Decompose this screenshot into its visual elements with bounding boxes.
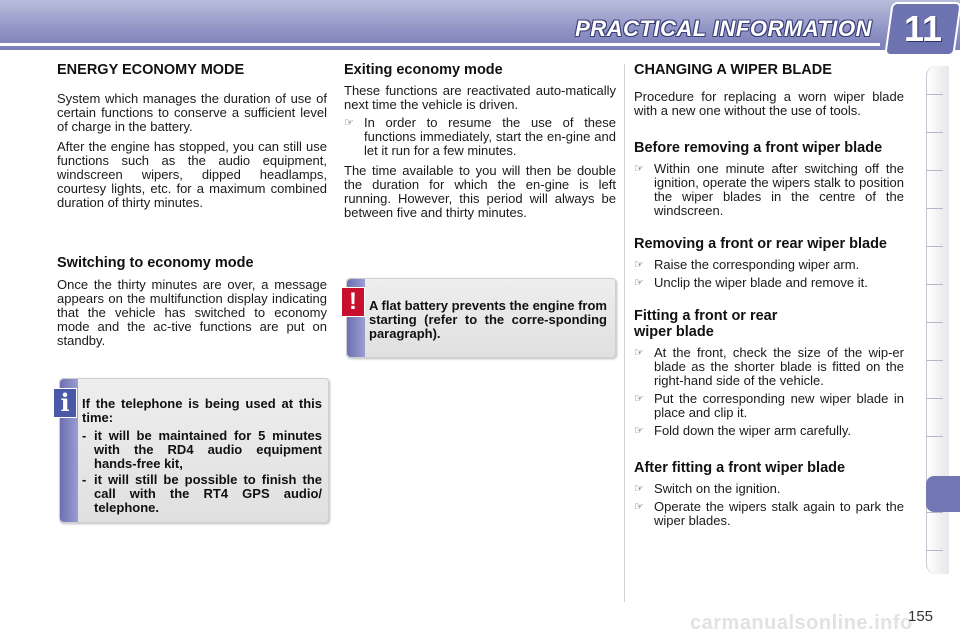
section-heading: Switching to economy mode (57, 255, 254, 271)
chapter-badge (884, 2, 960, 56)
exiting-economy-column (344, 60, 616, 220)
dash-item (82, 429, 322, 471)
pointing-hand-icon: ☞ (344, 117, 354, 129)
warning-note-text: A flat battery prevents the engine from starting (refer to the corre-sponding paragraph). (369, 298, 607, 341)
section-heading: After fitting a front wiper blade (634, 460, 846, 476)
pointing-hand-icon: ☞ (634, 163, 644, 175)
bullet-text: In order to resume the use of these functions immediately, start the en-gine and let it run for a few minutes. (364, 115, 616, 158)
paragraph: System which manages the duration of use of certain functions to conserve a sufficient level of charge in the battery. (57, 91, 327, 134)
info-note-intro: If the telephone is being used at this time: (82, 396, 322, 425)
pointing-hand-icon: ☞ (634, 347, 644, 359)
heading-line: Fitting a front or rear (634, 308, 778, 324)
paragraph: The time available to you will then be double the duration for which the en-gine is left running. However, this period will always be between five and thirty minutes. (344, 163, 616, 220)
section-heading: Before removing a front wiper blade (634, 140, 883, 156)
page-number: 155 (908, 608, 934, 625)
bullet-text: Within one minute after switching off the ignition, operate the wipers stalk to position the wiper blades in the centre of the windscreen. (654, 161, 904, 218)
bullet-text: Raise the corresponding wiper arm. (654, 257, 860, 272)
bullet-item (634, 500, 904, 528)
section-heading: ENERGY ECONOMY MODE (57, 62, 245, 78)
tab-divider (927, 94, 943, 95)
section-heading (634, 308, 904, 340)
heading-line: wiper blade (634, 324, 714, 340)
pointing-hand-icon: ☞ (634, 277, 644, 289)
pointing-hand-icon: ☞ (634, 393, 644, 405)
column-divider (624, 64, 625, 602)
tab-divider (927, 246, 943, 247)
bullet-item (634, 276, 904, 290)
bullet-item (634, 162, 904, 218)
bullet-item (634, 424, 904, 438)
chapter-title: PRACTICAL INFORMATION (575, 16, 872, 41)
tab-divider (927, 284, 943, 285)
dash-marker: - (82, 428, 87, 443)
bullet-text: Switch on the ignition. (654, 481, 781, 496)
tab-divider (927, 322, 943, 323)
section-heading: Removing a front or rear wiper blade (634, 236, 887, 252)
bullet-text: Put the corresponding new wiper blade in place and clip it. (654, 391, 904, 420)
warning-note-box (346, 278, 616, 358)
section-heading: Exiting economy mode (344, 62, 503, 78)
bullet-item (634, 392, 904, 420)
bullet-item (634, 258, 904, 272)
info-note-content (82, 397, 322, 515)
tab-divider (927, 208, 943, 209)
tab-divider (927, 398, 943, 399)
bullet-item (344, 116, 616, 158)
pointing-hand-icon: ☞ (634, 259, 644, 271)
pointing-hand-icon: ☞ (634, 483, 644, 495)
pointing-hand-icon: ☞ (634, 425, 644, 437)
tab-divider (927, 550, 943, 551)
bullet-item (634, 482, 904, 496)
warning-exclamation-icon: ! (341, 287, 365, 317)
bullet-text: Operate the wipers stalk again to park the wiper blades. (654, 499, 904, 528)
energy-economy-column (57, 60, 327, 348)
bullet-text: At the front, check the size of the wip-er blade as the shorter blade is fitted on the right-hand side of the vehicle. (654, 345, 904, 388)
dash-marker: - (82, 472, 87, 487)
info-icon: i (53, 388, 77, 418)
tab-divider (927, 512, 943, 513)
section-heading: CHANGING A WIPER BLADE (634, 62, 832, 78)
bullet-item (634, 346, 904, 388)
tab-divider (927, 170, 943, 171)
active-chapter-tab[interactable] (926, 476, 960, 512)
bullet-text: Unclip the wiper blade and remove it. (654, 275, 868, 290)
dash-text: it will still be possible to finish the call with the RT4 GPS audio/ telephone. (94, 472, 322, 515)
dash-text: it will be maintained for 5 minutes with the RD4 audio equipment hands-free kit, (94, 428, 322, 471)
wiper-blade-column (634, 60, 904, 528)
pointing-hand-icon: ☞ (634, 501, 644, 513)
header-rule (0, 43, 880, 46)
paragraph: Once the thirty minutes are over, a message appears on the multifunction display indicating that the vehicle has switched to economy mode and the ac-tive functions are put on standby. (57, 277, 327, 348)
paragraph: Procedure for replacing a worn wiper blade with a new one without the use of tools. (634, 89, 904, 118)
info-note-box (59, 378, 329, 523)
dash-item (82, 473, 322, 515)
tab-divider (927, 132, 943, 133)
tab-divider (927, 436, 943, 437)
tab-divider (927, 360, 943, 361)
watermark: carmanualsonline.info (690, 612, 913, 634)
chapter-number: 11 (903, 8, 943, 49)
bullet-text: Fold down the wiper arm carefully. (654, 423, 852, 438)
paragraph: After the engine has stopped, you can still use functions such as the audio equipment, windscreen wipers, dipped headlamps, courtesy lights, etc. for a maximum combined duration of thirty minutes. (57, 139, 327, 210)
paragraph: These functions are reactivated auto-matically next time the vehicle is driven. (344, 83, 616, 112)
